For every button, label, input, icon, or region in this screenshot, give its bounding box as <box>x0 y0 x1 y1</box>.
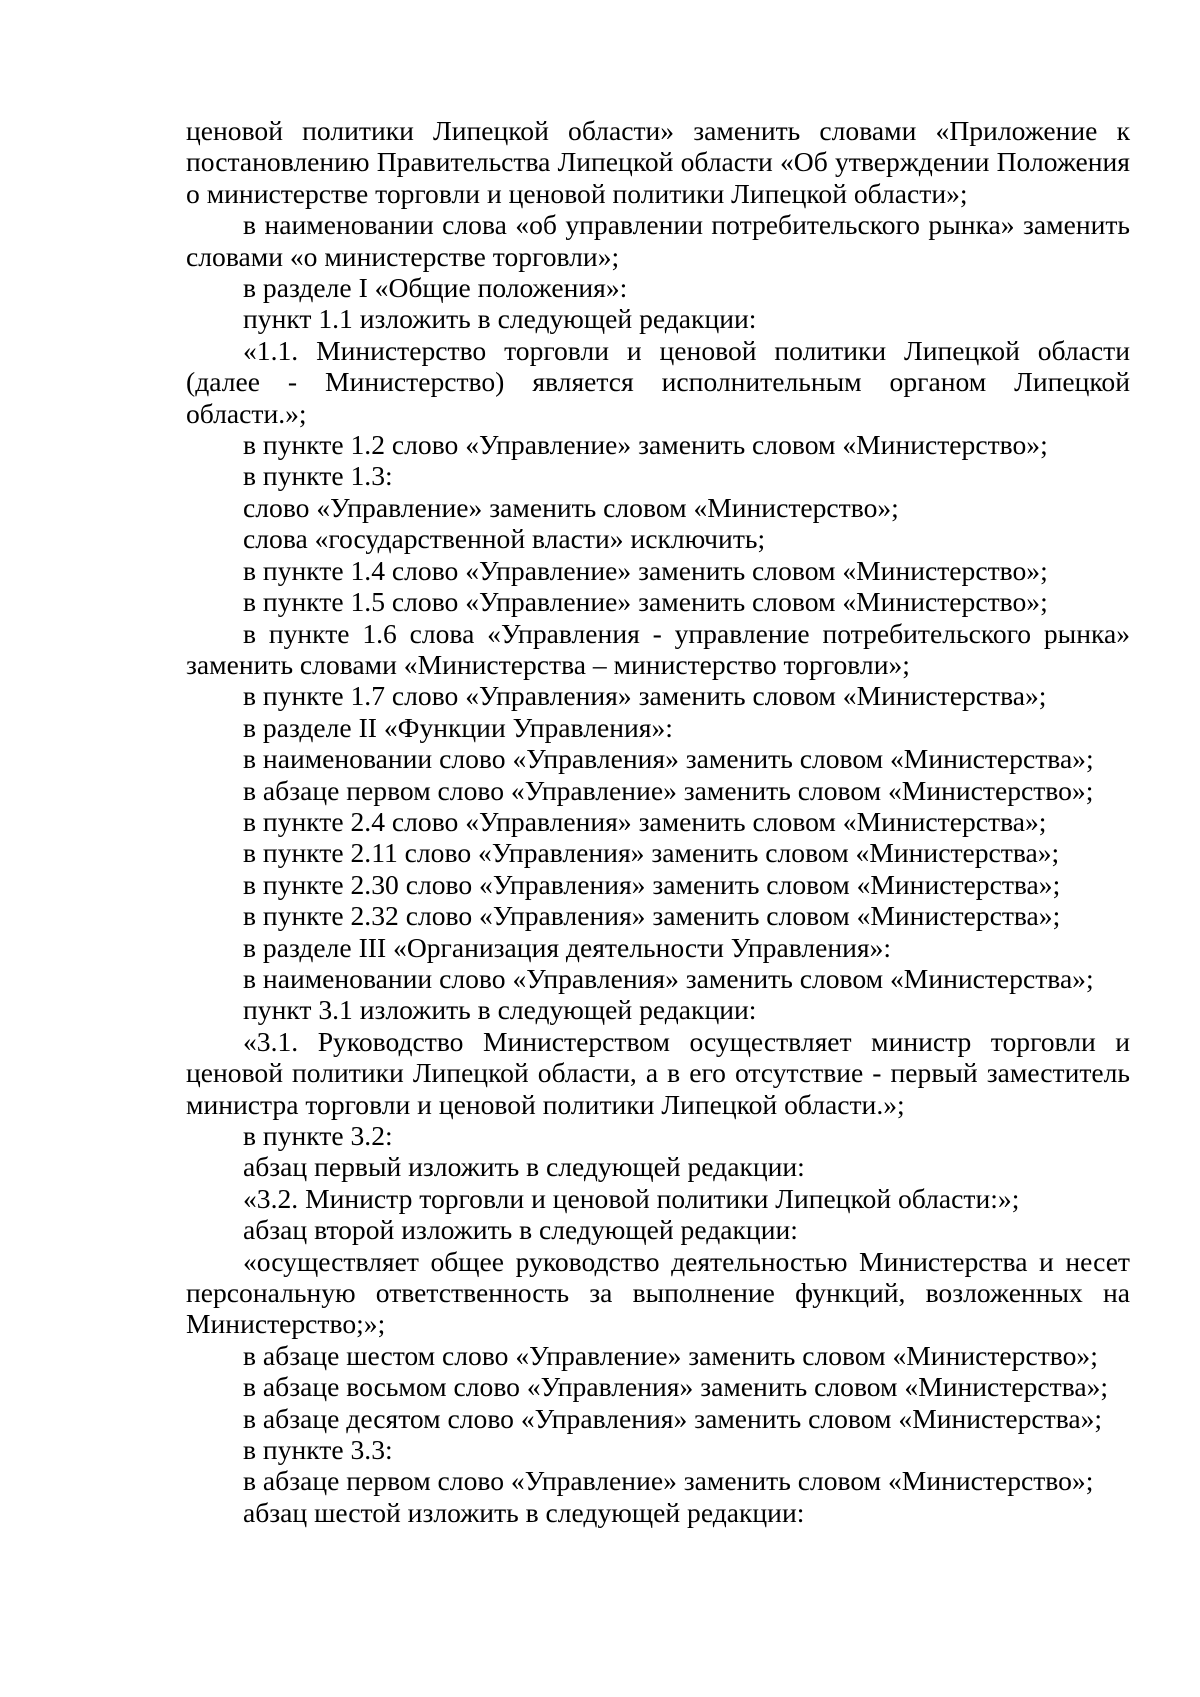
paragraph-11: в пункте 1.5 слово «Управление» заменить словом «Министерство»; <box>243 586 1048 618</box>
paragraph-35: абзац шестой изложить в следующей редакции: <box>243 1496 805 1528</box>
paragraph-32: в абзаце десятом слово «Управления» заменить словом «Министерства»; <box>243 1402 1103 1434</box>
paragraph-16: в абзаце первом слово «Управление» заменить словом «Министерство»; <box>243 774 1094 806</box>
paragraph-5: «1.1. Министерство торговли и ценовой политики Липецкой области (далее - Министерство) является исполнительным органом Липецкой области.»; <box>186 334 1130 429</box>
paragraph-4: пункт 1.1 изложить в следующей редакции: <box>243 303 757 335</box>
paragraph-22: в наименовании слово «Управления» заменить словом «Министерства»; <box>243 962 1094 994</box>
paragraph-28: абзац второй изложить в следующей редакции: <box>243 1214 798 1246</box>
paragraph-23: пункт 3.1 изложить в следующей редакции: <box>243 994 757 1026</box>
paragraph-31: в абзаце восьмом слово «Управления» заменить словом «Министерства»; <box>243 1371 1109 1403</box>
paragraph-34: в абзаце первом слово «Управление» заменить словом «Министерство»; <box>243 1465 1094 1497</box>
paragraph-9: слова «государственной власти» исключить; <box>243 523 766 555</box>
paragraph-1: ценовой политики Липецкой области» заменить словами «Приложение к постановлению Правительства Липецкой области «Об утверждении Положения о министерстве торговли и ценовой политики Липецкой области»; <box>186 115 1130 209</box>
paragraph-17: в пункте 2.4 слово «Управления» заменить словом «Министерства»; <box>243 805 1047 837</box>
paragraph-3: в разделе I «Общие положения»: <box>243 272 628 304</box>
document-body <box>186 115 1130 1528</box>
paragraph-18: в пункте 2.11 слово «Управления» заменить словом «Министерства»; <box>243 837 1060 869</box>
paragraph-30: в абзаце шестом слово «Управление» заменить словом «Министерство»; <box>243 1339 1098 1371</box>
paragraph-6: в пункте 1.2 слово «Управление» заменить словом «Министерство»; <box>243 429 1048 461</box>
paragraph-12: в пункте 1.6 слова «Управления - управление потребительского рынка» заменить словами «Министерства – министерство торговли»; <box>186 617 1130 680</box>
paragraph-13: в пункте 1.7 слово «Управления» заменить словом «Министерства»; <box>243 680 1047 712</box>
paragraph-8: слово «Управление» заменить словом «Министерство»; <box>243 491 899 523</box>
paragraph-2: в наименовании слова «об управлении потребительского рынка» заменить словами «о министерстве торговли»; <box>186 209 1130 272</box>
paragraph-20: в пункте 2.32 слово «Управления» заменить словом «Министерства»; <box>243 900 1061 932</box>
paragraph-29: «осуществляет общее руководство деятельностью Министерства и несет персональную ответственность за выполнение функций, возложенных на Министерство;»; <box>186 1245 1130 1340</box>
paragraph-21: в разделе III «Организация деятельности Управления»: <box>243 931 892 963</box>
paragraph-25: в пункте 3.2: <box>243 1120 393 1151</box>
paragraph-7: в пункте 1.3: <box>243 460 393 492</box>
paragraph-33: в пункте 3.3: <box>243 1434 393 1466</box>
paragraph-24: «3.1. Руководство Министерством осуществляет министр торговли и ценовой политики Липецкой области, а в его отсутствие - первый заместитель министра торговли и ценовой политики Липецкой области.»; <box>186 1025 1130 1120</box>
paragraph-14: в разделе II «Функции Управления»: <box>243 711 673 743</box>
paragraph-27: «3.2. Министр торговли и ценовой политики Липецкой области:»; <box>243 1182 1020 1214</box>
paragraph-19: в пункте 2.30 слово «Управления» заменить словом «Министерства»; <box>243 868 1061 900</box>
paragraph-10: в пункте 1.4 слово «Управление» заменить словом «Министерство»; <box>243 554 1048 586</box>
paragraph-26: абзац первый изложить в следующей редакции: <box>243 1151 805 1183</box>
paragraph-15: в наименовании слово «Управления» заменить словом «Министерства»; <box>243 743 1094 775</box>
